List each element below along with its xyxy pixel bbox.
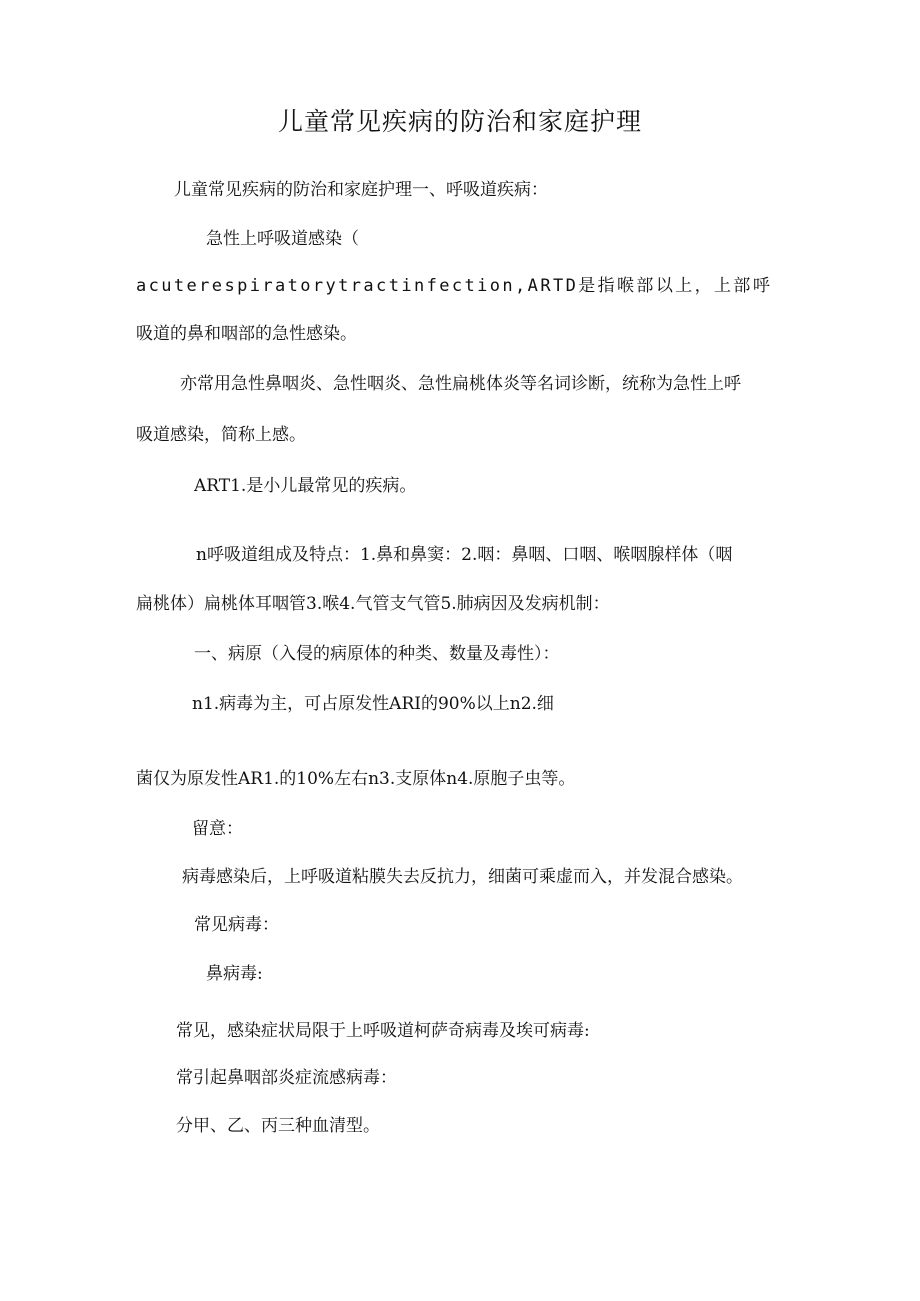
paragraph-line: ART1.是小儿最常见的疾病。 (194, 476, 417, 496)
paragraph-line: n呼吸道组成及特点：1.鼻和鼻窦：2.咽：鼻咽、口咽、喉咽腺样体（咽 (196, 545, 733, 565)
paragraph-line: 常见病毒： (194, 915, 279, 935)
paragraph-line: 儿童常见疾病的防治和家庭护理一、呼吸道疾病： (174, 180, 548, 200)
paragraph-line: 常见，感染症状局限于上呼吸道柯萨奇病毒及埃可病毒: (176, 1021, 590, 1041)
paragraph-line: acuterespiratorytractinfection,ARTD是指喉部以上，上部呼 (136, 276, 773, 296)
document-title: 儿童常见疾病的防治和家庭护理 (277, 107, 642, 136)
paragraph-line: 鼻病毒: (206, 964, 263, 984)
paragraph-line: 分甲、乙、丙三种血清型。 (176, 1116, 380, 1136)
paragraph-line: 留意： (192, 819, 243, 839)
paragraph-line: 吸道感染，简称上感。 (136, 425, 306, 445)
paragraph-line: 亦常用急性鼻咽炎、急性咽炎、急性扁桃体炎等名词诊断，统称为急性上呼 (180, 374, 741, 394)
paragraph-line: 吸道的鼻和咽部的急性感染。 (136, 324, 357, 344)
paragraph-line: 扁桃体）扁桃体耳咽管3.喉4.气管支气管5.肺病因及发病机制： (136, 594, 610, 614)
paragraph-line: 常引起鼻咽部炎症流感病毒： (176, 1068, 397, 1088)
paragraph-line: 急性上呼吸道感染（ (206, 229, 359, 249)
paragraph-line: 菌仅为原发性AR1.的10%左右n3.支原体n4.原胞子虫等。 (136, 769, 576, 789)
paragraph-line: n1.病毒为主，可占原发性ARI的90%以上n2.细 (192, 694, 554, 714)
paragraph-line: 病毒感染后，上呼吸道粘膜失去反抗力，细菌可乘虚而入，并发混合感染。 (182, 867, 743, 887)
paragraph-line: 一、病原（入侵的病原体的种类、数量及毒性）： (194, 644, 560, 664)
